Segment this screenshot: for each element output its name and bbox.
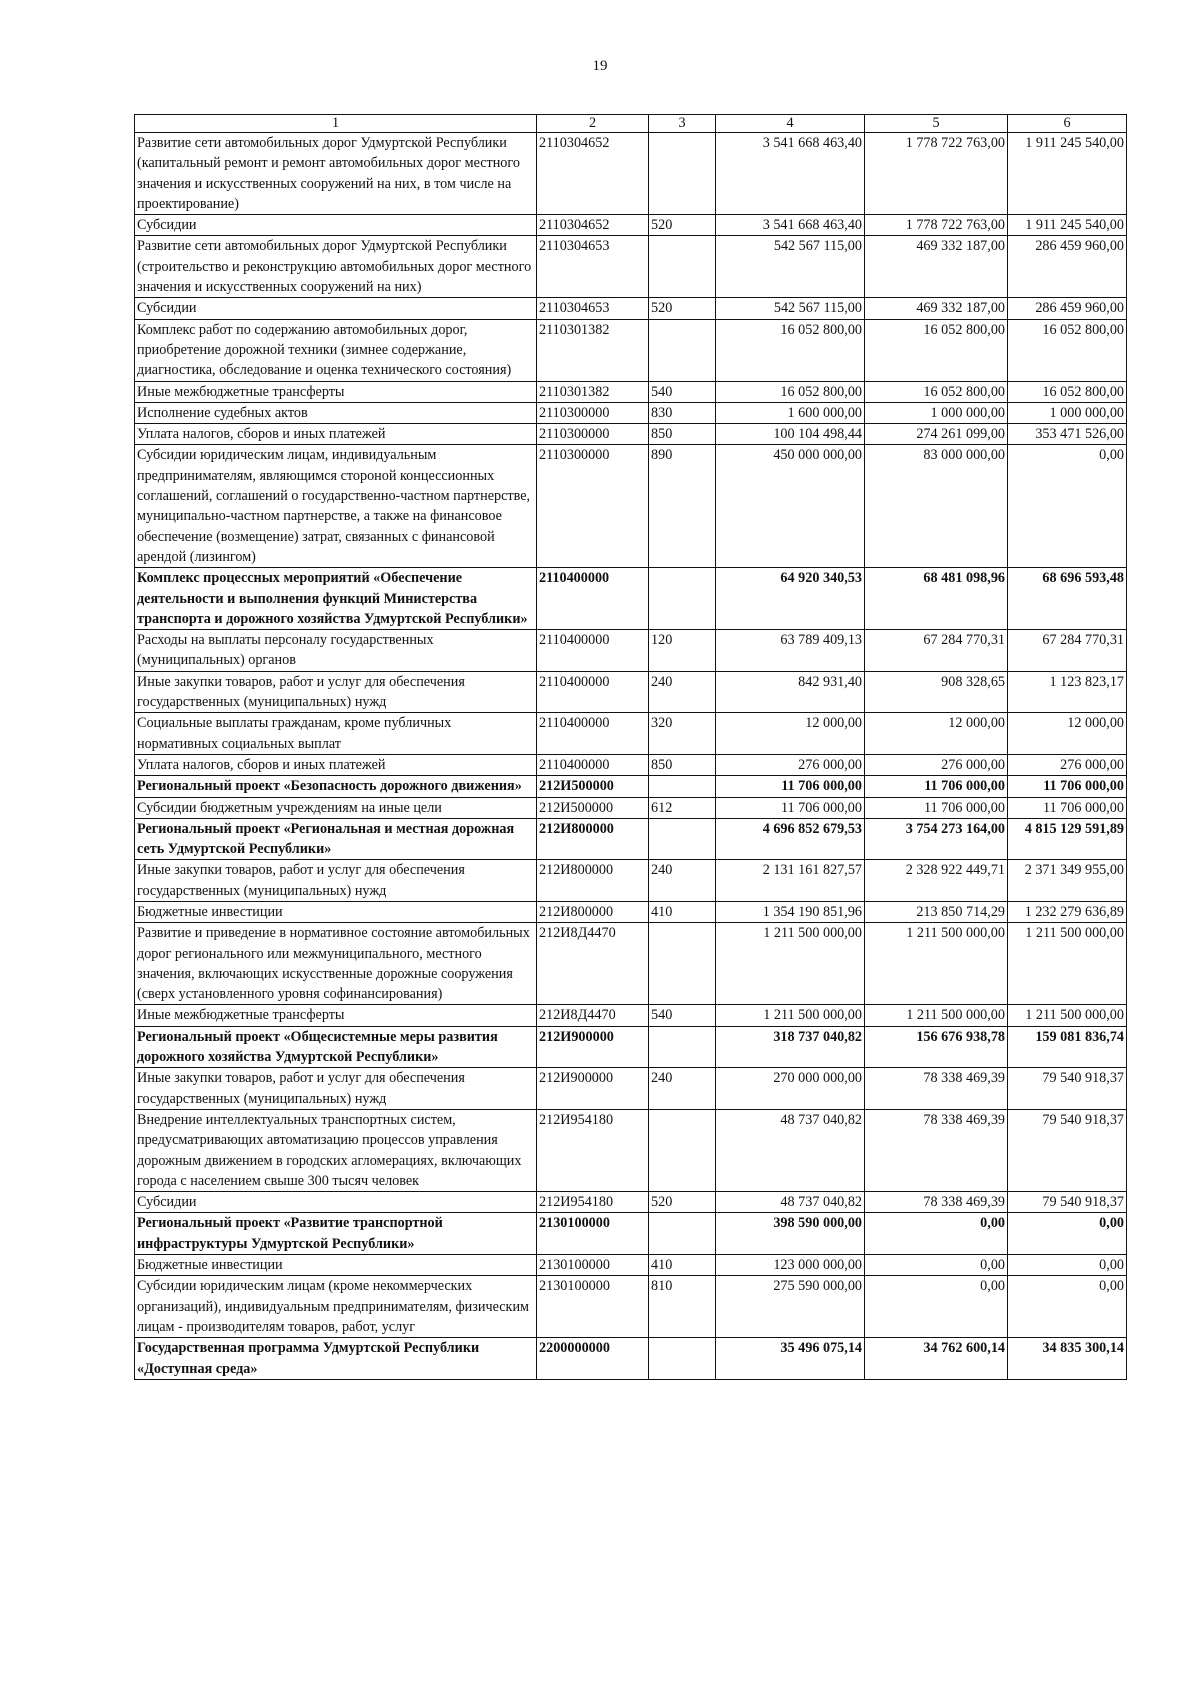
cell-code: 212И954180 — [537, 1109, 649, 1191]
cell-code: 212И8Д4470 — [537, 923, 649, 1005]
cell-code: 212И500000 — [537, 776, 649, 797]
cell-v1: 11 706 000,00 — [716, 797, 865, 818]
table-row — [135, 381, 1127, 402]
cell-code: 2110400000 — [537, 713, 649, 755]
cell-v3: 286 459 960,00 — [1008, 236, 1127, 298]
header-cell: 2 — [537, 115, 649, 133]
cell-v1: 275 590 000,00 — [716, 1276, 865, 1338]
cell-v3: 2 371 349 955,00 — [1008, 860, 1127, 902]
cell-name: Развитие и приведение в нормативное состояние автомобильных дорог регионального или межмуниципального, местного значения, включающих искусственные дорожные сооружения (сверх установленного уровня софинансирования) — [135, 923, 537, 1005]
cell-kvr — [649, 1213, 716, 1255]
cell-kvr — [649, 1338, 716, 1380]
cell-v1: 123 000 000,00 — [716, 1255, 865, 1276]
header-cell: 3 — [649, 115, 716, 133]
cell-v2: 78 338 469,39 — [865, 1192, 1008, 1213]
cell-code: 2110300000 — [537, 402, 649, 423]
cell-v1: 4 696 852 679,53 — [716, 818, 865, 860]
cell-v3: 0,00 — [1008, 1255, 1127, 1276]
table-row — [135, 818, 1127, 860]
cell-code: 2110300000 — [537, 445, 649, 568]
cell-code: 2110304652 — [537, 133, 649, 215]
cell-code: 2110300000 — [537, 424, 649, 445]
cell-v1: 450 000 000,00 — [716, 445, 865, 568]
cell-code: 2110400000 — [537, 630, 649, 672]
cell-v2: 11 706 000,00 — [865, 776, 1008, 797]
cell-name: Исполнение судебных актов — [135, 402, 537, 423]
cell-v3: 353 471 526,00 — [1008, 424, 1127, 445]
page-number: 19 — [592, 58, 608, 74]
cell-v2: 67 284 770,31 — [865, 630, 1008, 672]
cell-name: Уплата налогов, сборов и иных платежей — [135, 754, 537, 775]
cell-v2: 68 481 098,96 — [865, 568, 1008, 630]
cell-code: 2110304653 — [537, 298, 649, 319]
cell-code: 212И800000 — [537, 818, 649, 860]
cell-v3: 79 540 918,37 — [1008, 1109, 1127, 1191]
cell-v1: 1 600 000,00 — [716, 402, 865, 423]
cell-name: Расходы на выплаты персоналу государственных (муниципальных) органов — [135, 630, 537, 672]
cell-v1: 12 000,00 — [716, 713, 865, 755]
table-row — [135, 1005, 1127, 1026]
table-body — [135, 133, 1127, 1380]
cell-kvr: 850 — [649, 424, 716, 445]
cell-name: Комплекс процессных мероприятий «Обеспечение деятельности и выполнения функций Министерства транспорта и дорожного хозяйства Удмуртской Республики» — [135, 568, 537, 630]
cell-kvr — [649, 1109, 716, 1191]
cell-v1: 16 052 800,00 — [716, 381, 865, 402]
cell-v3: 1 911 245 540,00 — [1008, 133, 1127, 215]
cell-kvr: 520 — [649, 215, 716, 236]
table-row — [135, 671, 1127, 713]
cell-code: 2110301382 — [537, 381, 649, 402]
cell-code: 212И800000 — [537, 901, 649, 922]
cell-name: Региональный проект «Развитие транспортной инфраструктуры Удмуртской Республики» — [135, 1213, 537, 1255]
cell-name: Социальные выплаты гражданам, кроме публичных нормативных социальных выплат — [135, 713, 537, 755]
cell-kvr — [649, 923, 716, 1005]
cell-v2: 16 052 800,00 — [865, 381, 1008, 402]
cell-v3: 34 835 300,14 — [1008, 1338, 1127, 1380]
cell-v2: 274 261 099,00 — [865, 424, 1008, 445]
cell-v2: 83 000 000,00 — [865, 445, 1008, 568]
cell-v3: 11 706 000,00 — [1008, 776, 1127, 797]
cell-v3: 4 815 129 591,89 — [1008, 818, 1127, 860]
cell-v1: 542 567 115,00 — [716, 236, 865, 298]
cell-kvr — [649, 133, 716, 215]
cell-name: Государственная программа Удмуртской Республики «Доступная среда» — [135, 1338, 537, 1380]
cell-v3: 1 000 000,00 — [1008, 402, 1127, 423]
cell-code: 2200000000 — [537, 1338, 649, 1380]
cell-name: Развитие сети автомобильных дорог Удмуртской Республики (строительство и реконструкцию автомобильных дорог местного значения и искусственных сооружений на них) — [135, 236, 537, 298]
table-row — [135, 1192, 1127, 1213]
cell-code: 212И8Д4470 — [537, 1005, 649, 1026]
cell-v2: 1 778 722 763,00 — [865, 215, 1008, 236]
cell-code: 212И500000 — [537, 797, 649, 818]
cell-v1: 398 590 000,00 — [716, 1213, 865, 1255]
cell-v3: 0,00 — [1008, 445, 1127, 568]
cell-v3: 1 211 500 000,00 — [1008, 923, 1127, 1005]
table-row — [135, 298, 1127, 319]
cell-name: Субсидии юридическим лицам (кроме некоммерческих организаций), индивидуальным предпринимателям, физическим лицам - производителям товаров, работ, услуг — [135, 1276, 537, 1338]
cell-v1: 542 567 115,00 — [716, 298, 865, 319]
table-row — [135, 713, 1127, 755]
table-row — [135, 1026, 1127, 1068]
cell-v1: 318 737 040,82 — [716, 1026, 865, 1068]
cell-name: Иные закупки товаров, работ и услуг для обеспечения государственных (муниципальных) нужд — [135, 860, 537, 902]
cell-v2: 78 338 469,39 — [865, 1109, 1008, 1191]
table-row — [135, 1213, 1127, 1255]
table-row — [135, 319, 1127, 381]
budget-table — [134, 114, 1127, 1380]
table-row — [135, 445, 1127, 568]
cell-v1: 100 104 498,44 — [716, 424, 865, 445]
cell-kvr: 320 — [649, 713, 716, 755]
table-row — [135, 860, 1127, 902]
cell-kvr: 540 — [649, 381, 716, 402]
cell-name: Региональный проект «Безопасность дорожного движения» — [135, 776, 537, 797]
cell-v3: 67 284 770,31 — [1008, 630, 1127, 672]
cell-v3: 286 459 960,00 — [1008, 298, 1127, 319]
cell-kvr: 240 — [649, 1068, 716, 1110]
cell-code: 2110400000 — [537, 568, 649, 630]
cell-v3: 0,00 — [1008, 1213, 1127, 1255]
cell-kvr: 240 — [649, 860, 716, 902]
cell-name: Бюджетные инвестиции — [135, 901, 537, 922]
cell-v1: 64 920 340,53 — [716, 568, 865, 630]
cell-v2: 0,00 — [865, 1276, 1008, 1338]
cell-name: Иные межбюджетные трансферты — [135, 1005, 537, 1026]
header-cell: 4 — [716, 115, 865, 133]
table-row — [135, 215, 1127, 236]
cell-v3: 1 232 279 636,89 — [1008, 901, 1127, 922]
cell-code: 2110304653 — [537, 236, 649, 298]
cell-v1: 63 789 409,13 — [716, 630, 865, 672]
cell-name: Развитие сети автомобильных дорог Удмуртской Республики (капитальный ремонт и ремонт автомобильных дорог местного значения и искусственных сооружений на них, в том числе на проектирование) — [135, 133, 537, 215]
cell-name: Субсидии — [135, 215, 537, 236]
cell-v3: 12 000,00 — [1008, 713, 1127, 755]
table-row — [135, 1068, 1127, 1110]
cell-name: Субсидии — [135, 298, 537, 319]
table-row — [135, 133, 1127, 215]
cell-kvr: 810 — [649, 1276, 716, 1338]
cell-code: 212И954180 — [537, 1192, 649, 1213]
cell-v2: 908 328,65 — [865, 671, 1008, 713]
cell-v3: 79 540 918,37 — [1008, 1192, 1127, 1213]
table-row — [135, 923, 1127, 1005]
cell-kvr: 612 — [649, 797, 716, 818]
cell-kvr: 850 — [649, 754, 716, 775]
cell-name: Уплата налогов, сборов и иных платежей — [135, 424, 537, 445]
cell-v1: 270 000 000,00 — [716, 1068, 865, 1110]
cell-name: Иные закупки товаров, работ и услуг для обеспечения государственных (муниципальных) нужд — [135, 671, 537, 713]
cell-v3: 276 000,00 — [1008, 754, 1127, 775]
cell-kvr: 410 — [649, 1255, 716, 1276]
table-row — [135, 1276, 1127, 1338]
cell-v1: 16 052 800,00 — [716, 319, 865, 381]
cell-v2: 34 762 600,14 — [865, 1338, 1008, 1380]
cell-v3: 16 052 800,00 — [1008, 319, 1127, 381]
cell-kvr: 830 — [649, 402, 716, 423]
table-row — [135, 402, 1127, 423]
cell-name: Региональный проект «Региональная и местная дорожная сеть Удмуртской Республики» — [135, 818, 537, 860]
header-cell: 6 — [1008, 115, 1127, 133]
cell-v1: 3 541 668 463,40 — [716, 133, 865, 215]
cell-v1: 11 706 000,00 — [716, 776, 865, 797]
cell-v2: 1 000 000,00 — [865, 402, 1008, 423]
cell-code: 2110304652 — [537, 215, 649, 236]
cell-v3: 16 052 800,00 — [1008, 381, 1127, 402]
cell-v2: 2 328 922 449,71 — [865, 860, 1008, 902]
cell-v2: 78 338 469,39 — [865, 1068, 1008, 1110]
cell-name: Субсидии — [135, 1192, 537, 1213]
cell-name: Комплекс работ по содержанию автомобильных дорог, приобретение дорожной техники (зимнее содержание, диагностика, обследование и оценка технического состояния) — [135, 319, 537, 381]
cell-v2: 3 754 273 164,00 — [865, 818, 1008, 860]
cell-kvr: 520 — [649, 1192, 716, 1213]
cell-kvr: 520 — [649, 298, 716, 319]
cell-v2: 1 211 500 000,00 — [865, 923, 1008, 1005]
cell-v3: 159 081 836,74 — [1008, 1026, 1127, 1068]
cell-code: 2110301382 — [537, 319, 649, 381]
header-cell: 5 — [865, 115, 1008, 133]
cell-v1: 2 131 161 827,57 — [716, 860, 865, 902]
cell-kvr — [649, 776, 716, 797]
cell-name: Субсидии бюджетным учреждениям на иные цели — [135, 797, 537, 818]
table-row — [135, 776, 1127, 797]
cell-v1: 1 211 500 000,00 — [716, 1005, 865, 1026]
cell-name: Иные межбюджетные трансферты — [135, 381, 537, 402]
cell-v2: 469 332 187,00 — [865, 298, 1008, 319]
cell-code: 2130100000 — [537, 1213, 649, 1255]
table-row — [135, 1255, 1127, 1276]
cell-v2: 276 000,00 — [865, 754, 1008, 775]
cell-v1: 276 000,00 — [716, 754, 865, 775]
table-row — [135, 901, 1127, 922]
cell-name: Субсидии юридическим лицам, индивидуальным предпринимателям, являющимся стороной концессионных соглашений, соглашений о государственно-частном партнерстве, муниципально-частном партнерстве, а также на финансовое обеспечение (возмещение) затрат, связанных с финансовой арендой (лизингом) — [135, 445, 537, 568]
cell-v2: 469 332 187,00 — [865, 236, 1008, 298]
cell-kvr — [649, 236, 716, 298]
cell-v1: 842 931,40 — [716, 671, 865, 713]
cell-v2: 1 211 500 000,00 — [865, 1005, 1008, 1026]
cell-v1: 35 496 075,14 — [716, 1338, 865, 1380]
cell-kvr: 240 — [649, 671, 716, 713]
cell-kvr — [649, 1026, 716, 1068]
header-row — [135, 115, 1127, 133]
cell-v3: 0,00 — [1008, 1276, 1127, 1338]
cell-code: 2130100000 — [537, 1276, 649, 1338]
table-row — [135, 630, 1127, 672]
cell-v2: 16 052 800,00 — [865, 319, 1008, 381]
table-row — [135, 754, 1127, 775]
cell-name: Бюджетные инвестиции — [135, 1255, 537, 1276]
cell-v1: 48 737 040,82 — [716, 1109, 865, 1191]
cell-v2: 213 850 714,29 — [865, 901, 1008, 922]
cell-code: 212И800000 — [537, 860, 649, 902]
cell-kvr: 120 — [649, 630, 716, 672]
cell-kvr: 890 — [649, 445, 716, 568]
header-cell: 1 — [135, 115, 537, 133]
cell-name: Иные закупки товаров, работ и услуг для обеспечения государственных (муниципальных) нужд — [135, 1068, 537, 1110]
cell-v1: 48 737 040,82 — [716, 1192, 865, 1213]
cell-v2: 0,00 — [865, 1213, 1008, 1255]
cell-code: 2110400000 — [537, 754, 649, 775]
cell-kvr: 410 — [649, 901, 716, 922]
table-row — [135, 424, 1127, 445]
cell-v1: 1 211 500 000,00 — [716, 923, 865, 1005]
cell-v2: 12 000,00 — [865, 713, 1008, 755]
cell-v1: 1 354 190 851,96 — [716, 901, 865, 922]
cell-kvr — [649, 818, 716, 860]
cell-code: 212И900000 — [537, 1026, 649, 1068]
cell-kvr — [649, 319, 716, 381]
cell-code: 212И900000 — [537, 1068, 649, 1110]
cell-v3: 11 706 000,00 — [1008, 797, 1127, 818]
table-row — [135, 568, 1127, 630]
cell-v3: 68 696 593,48 — [1008, 568, 1127, 630]
table-row — [135, 1109, 1127, 1191]
cell-v3: 79 540 918,37 — [1008, 1068, 1127, 1110]
table-row — [135, 236, 1127, 298]
cell-code: 2130100000 — [537, 1255, 649, 1276]
cell-name: Внедрение интеллектуальных транспортных систем, предусматривающих автоматизацию процессов управления дорожным движением в городских агломерациях, включающих города с населением свыше 300 тысяч человек — [135, 1109, 537, 1191]
cell-v2: 0,00 — [865, 1255, 1008, 1276]
cell-v3: 1 911 245 540,00 — [1008, 215, 1127, 236]
cell-kvr: 540 — [649, 1005, 716, 1026]
table-row — [135, 1338, 1127, 1380]
cell-name: Региональный проект «Общесистемные меры развития дорожного хозяйства Удмуртской Республики» — [135, 1026, 537, 1068]
cell-v2: 156 676 938,78 — [865, 1026, 1008, 1068]
table-row — [135, 797, 1127, 818]
cell-kvr — [649, 568, 716, 630]
cell-code: 2110400000 — [537, 671, 649, 713]
cell-v1: 3 541 668 463,40 — [716, 215, 865, 236]
cell-v3: 1 211 500 000,00 — [1008, 1005, 1127, 1026]
cell-v3: 1 123 823,17 — [1008, 671, 1127, 713]
cell-v2: 1 778 722 763,00 — [865, 133, 1008, 215]
cell-v2: 11 706 000,00 — [865, 797, 1008, 818]
